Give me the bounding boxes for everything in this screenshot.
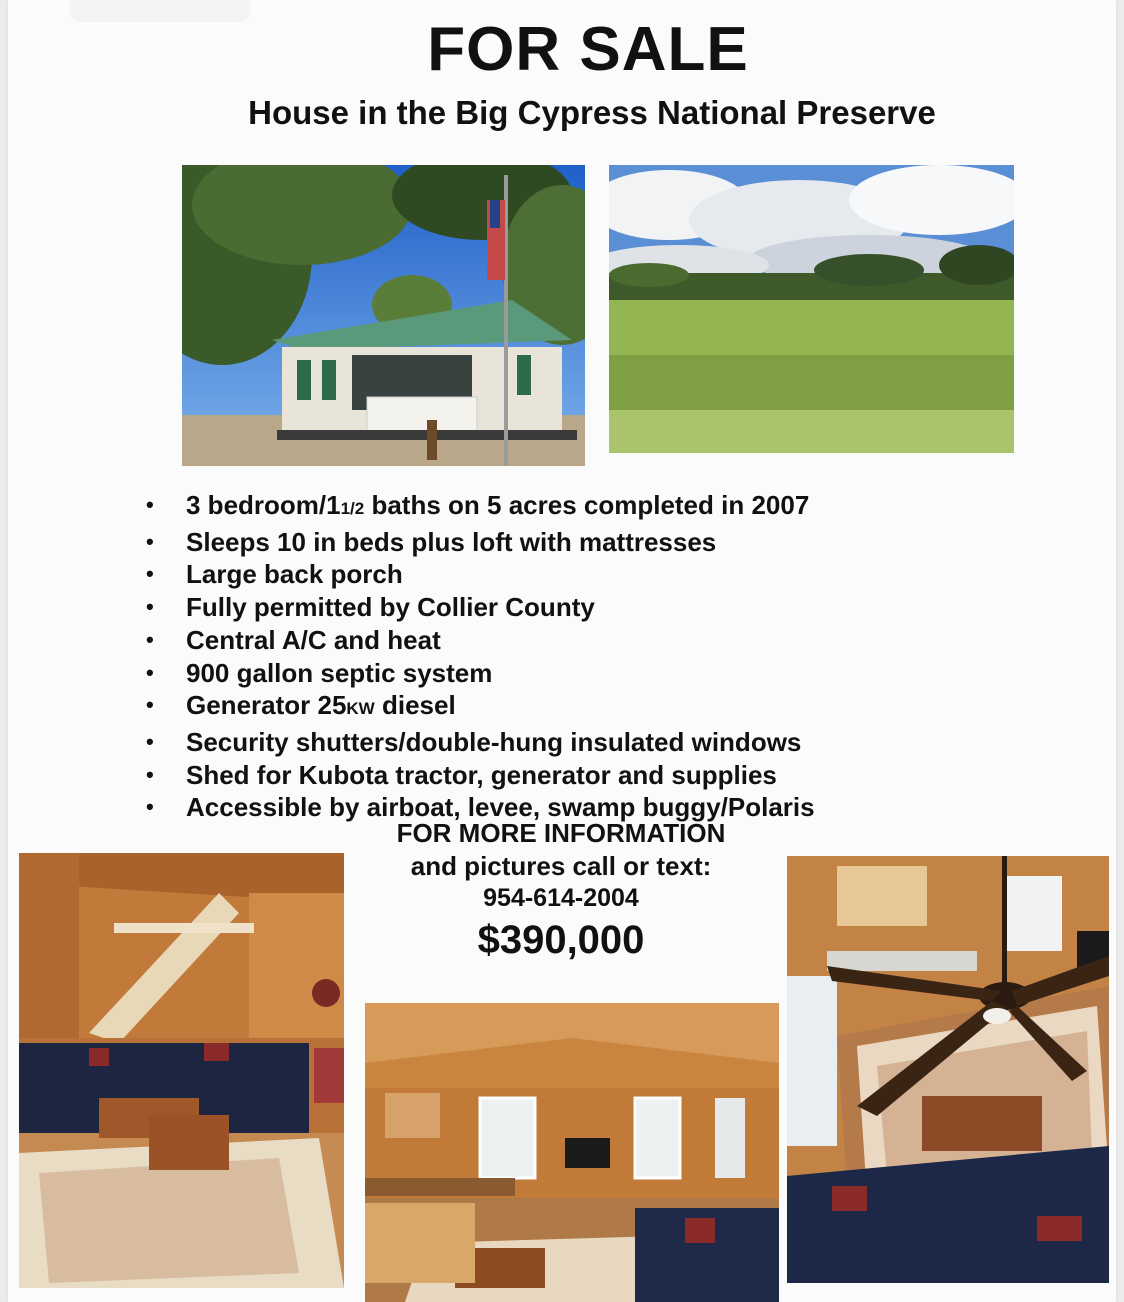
great-room-kitchen-photo xyxy=(365,1003,779,1302)
list-item: • Large back porch xyxy=(146,558,815,591)
list-item: • 900 gallon septic system xyxy=(146,657,815,690)
price: $390,000 xyxy=(477,918,645,962)
list-item: • Accessible by airboat, levee, swamp buggy/Polaris xyxy=(146,791,815,824)
flyer-subtitle: House in the Big Cypress National Preserve xyxy=(248,94,936,131)
flyer-page xyxy=(8,0,1116,1302)
ceiling-fan-room-photo xyxy=(787,856,1109,1283)
info-subline: and pictures call or text: xyxy=(410,851,712,881)
list-item: • 3 bedroom/11/2 baths on 5 acres completed in 2007 xyxy=(146,489,815,526)
house-exterior-photo xyxy=(182,165,585,466)
list-item: • Sleeps 10 in beds plus loft with mattresses xyxy=(146,526,815,559)
flyer-title: FOR SALE xyxy=(427,15,749,84)
info-heading: FOR MORE INFORMATION xyxy=(396,818,726,848)
living-room-photo xyxy=(19,853,344,1288)
list-item: • Central A/C and heat xyxy=(146,624,815,657)
feature-list xyxy=(146,489,815,824)
phone-number: 954-614-2004 xyxy=(483,884,639,912)
list-item: • Shed for Kubota tractor, generator and supplies xyxy=(146,759,815,792)
list-item: • Generator 25KW diesel xyxy=(146,689,815,726)
list-item: • Fully permitted by Collier County xyxy=(146,591,815,624)
list-item: • Security shutters/double-hung insulated windows xyxy=(146,726,815,759)
grassland-landscape-photo xyxy=(609,165,1014,453)
